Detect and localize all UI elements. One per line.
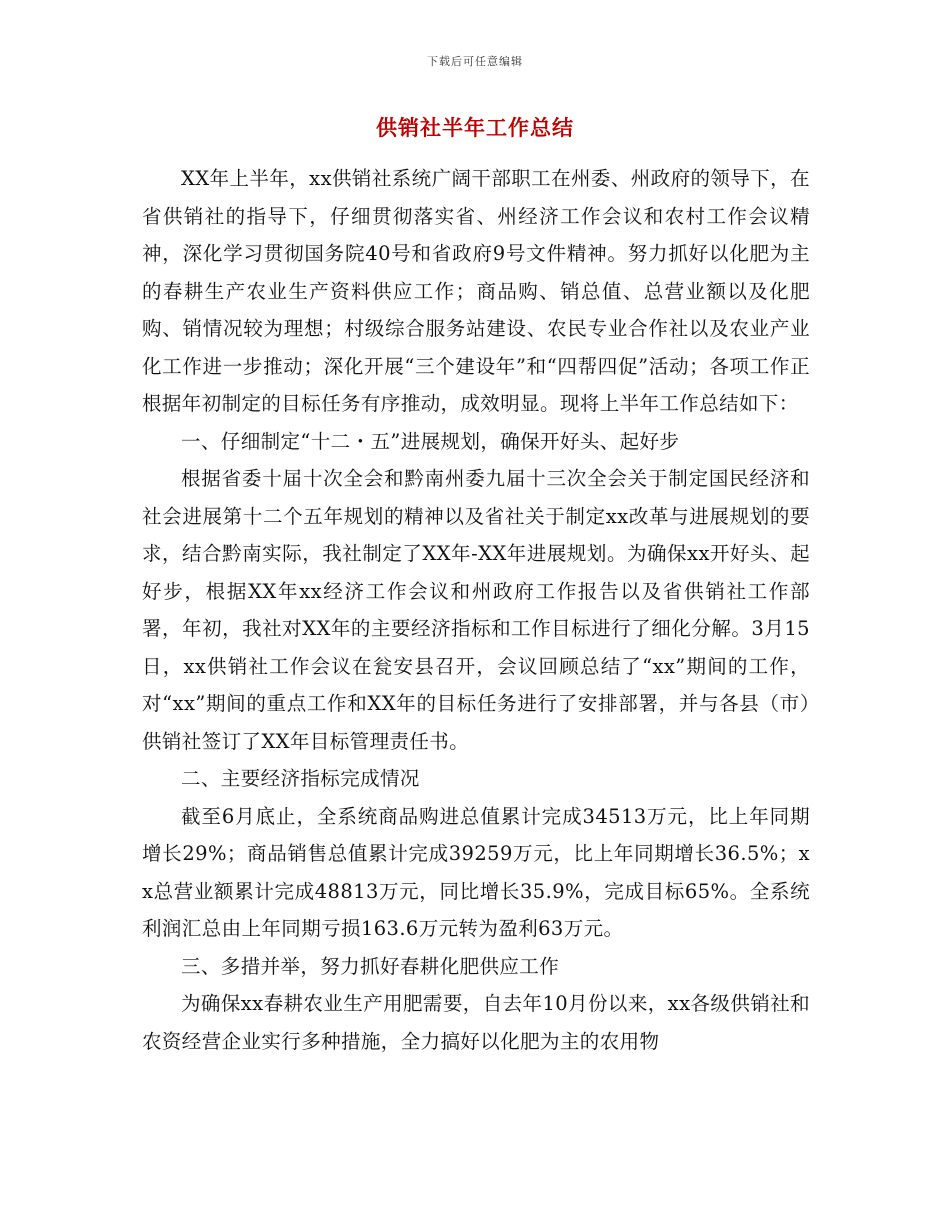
section-heading-1: 一、仔细制定“十二・五”进展规划，确保开好头、起好步 (181, 429, 680, 453)
section-2-paragraph: 截至6月底止，全系统商品购进总值累计完成34513万元，比上年同期增长29%；商品销售总值累计完成39259万元，比上年同期增长36.5%；xx总营业额累计完成48813万元，同比增长35.9%，完成目标65%。全系统利润汇总由上年同期亏损163.6万元转为盈利63万元。 (142, 804, 810, 940)
section-heading-2: 二、主要经济指标完成情况 (181, 767, 420, 790)
section-3-paragraph: 为确保xx春耕农业生产用肥需要，自去年10月份以来，xx各级供销社和农资经营企业实行多种措施，全力搞好以化肥为主的农用物 (142, 992, 810, 1053)
header-note: 下载后可任意编辑 (427, 55, 523, 68)
section-heading-3: 三、多措并举，努力抓好春耕化肥供应工作 (181, 954, 560, 978)
document-body (142, 160, 810, 1060)
document-title: 供销社半年工作总结 (376, 115, 574, 140)
intro-paragraph: XX年上半年，xx供销社系统广阔干部职工在州委、州政府的领导下，在省供销社的指导下，仔细贯彻落实省、州经济工作会议和农村工作会议精神，深化学习贯彻国务院40号和省政府9号文件精神。努力抓好以化肥为主的春耕生产农业生产资料供应工作；商品购、销总值、总营业额以及化肥购、销情况较为理想；村级综合服务站建设、农民专业合作社以及农业产业化工作进一步推动；深化开展“三个建设年”和“四帮四促”活动；各项工作正根据年初制定的目标任务有序推动，成效明显。现将上半年工作总结如下： (142, 167, 810, 415)
section-1-paragraph: 根据省委十届十次全会和黔南州委九届十三次全会关于制定国民经济和社会进展第十二个五年规划的精神以及省社关于制定xx改革与进展规划的要求，结合黔南实际，我社制定了XX年-XX年进展规划。为确保xx开好头、起好步，根据XX年xx经济工作会议和州政府工作报告以及省供销社工作部署，年初，我社对XX年的主要经济指标和工作目标进行了细化分解。3月15日，xx供销社工作会议在瓮安县召开，会议回顾总结了“xx”期间的工作，对“xx”期间的重点工作和XX年的目标任务进行了安排部署，并与各县（市）供销社签订了XX年目标管理责任书。 (142, 467, 810, 753)
